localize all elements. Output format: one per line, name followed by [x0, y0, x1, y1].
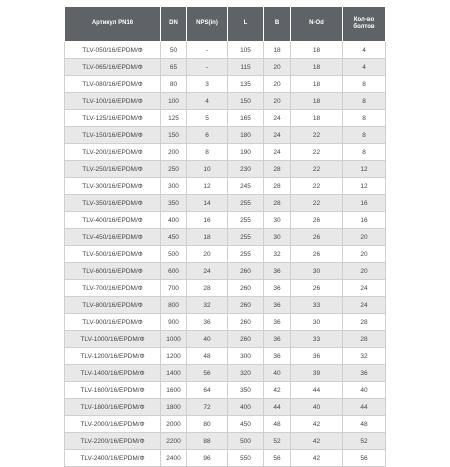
l-cell: 260	[228, 314, 264, 331]
b-cell: 30	[264, 212, 291, 229]
table-row	[65, 348, 386, 365]
b-cell: 24	[264, 110, 291, 127]
header-b: B	[264, 7, 291, 42]
nps-cell: 24	[187, 263, 228, 280]
article-cell: TLV-1200/16/EPDM/Ф	[65, 348, 161, 365]
article-cell: TLV-300/16/EPDM/Ф	[65, 178, 161, 195]
nps-cell: 3	[187, 76, 228, 93]
n-od-cell: 22	[291, 127, 343, 144]
b-cell: 28	[264, 195, 291, 212]
nps-cell: 8	[187, 144, 228, 161]
n-od-cell: 26	[291, 280, 343, 297]
article-cell: TLV-1400/16/EPDM/Ф	[65, 365, 161, 382]
dn-cell: 1800	[161, 399, 187, 416]
table-row	[65, 93, 386, 110]
nps-cell: 96	[187, 450, 228, 467]
b-cell: 42	[264, 382, 291, 399]
n-od-cell: 22	[291, 161, 343, 178]
bolt-count-cell: 24	[343, 297, 386, 314]
bolt-count-cell: 20	[343, 263, 386, 280]
b-cell: 20	[264, 93, 291, 110]
bolt-count-cell: 32	[343, 348, 386, 365]
b-cell: 36	[264, 314, 291, 331]
n-od-cell: 18	[291, 59, 343, 76]
article-cell: TLV-600/16/EPDM/Ф	[65, 263, 161, 280]
l-cell: 400	[228, 399, 264, 416]
dn-cell: 700	[161, 280, 187, 297]
b-cell: 36	[264, 263, 291, 280]
dn-cell: 2400	[161, 450, 187, 467]
bolt-count-cell: 16	[343, 195, 386, 212]
header-row	[65, 7, 386, 42]
l-cell: 105	[228, 42, 264, 59]
n-od-cell: 44	[291, 382, 343, 399]
l-cell: 255	[228, 229, 264, 246]
bolt-count-cell: 8	[343, 110, 386, 127]
table-row	[65, 127, 386, 144]
dn-cell: 100	[161, 93, 187, 110]
nps-cell: 72	[187, 399, 228, 416]
table-row	[65, 433, 386, 450]
l-cell: 450	[228, 416, 264, 433]
bolt-count-cell: 4	[343, 42, 386, 59]
b-cell: 20	[264, 59, 291, 76]
header-n-od: N-Od	[291, 7, 343, 42]
article-cell: TLV-200/16/EPDM/Ф	[65, 144, 161, 161]
bolt-count-cell: 16	[343, 212, 386, 229]
header-l: L	[228, 7, 264, 42]
article-cell: TLV-500/16/EPDM/Ф	[65, 246, 161, 263]
table-row	[65, 76, 386, 93]
article-cell: TLV-900/16/EPDM/Ф	[65, 314, 161, 331]
nps-cell: 10	[187, 161, 228, 178]
dn-cell: 600	[161, 263, 187, 280]
l-cell: 165	[228, 110, 264, 127]
table-row	[65, 229, 386, 246]
n-od-cell: 18	[291, 110, 343, 127]
table-row	[65, 42, 386, 59]
b-cell: 36	[264, 331, 291, 348]
table-row	[65, 110, 386, 127]
dn-cell: 80	[161, 76, 187, 93]
table-header	[65, 7, 386, 42]
nps-cell: 64	[187, 382, 228, 399]
b-cell: 36	[264, 297, 291, 314]
article-cell: TLV-065/16/EPDM/Ф	[65, 59, 161, 76]
bolt-count-cell: 20	[343, 246, 386, 263]
article-cell: TLV-050/16/EPDM/Ф	[65, 42, 161, 59]
article-cell: TLV-150/16/EPDM/Ф	[65, 127, 161, 144]
bolt-count-cell: 24	[343, 280, 386, 297]
dn-cell: 1200	[161, 348, 187, 365]
dn-cell: 800	[161, 297, 187, 314]
bolt-count-cell: 8	[343, 127, 386, 144]
article-cell: TLV-2200/16/EPDM/Ф	[65, 433, 161, 450]
n-od-cell: 30	[291, 263, 343, 280]
b-cell: 56	[264, 450, 291, 467]
bolt-count-cell: 28	[343, 314, 386, 331]
n-od-cell: 22	[291, 178, 343, 195]
n-od-cell: 42	[291, 450, 343, 467]
bolt-count-cell: 28	[343, 331, 386, 348]
nps-cell: 16	[187, 212, 228, 229]
article-cell: TLV-125/16/EPDM/Ф	[65, 110, 161, 127]
nps-cell: 14	[187, 195, 228, 212]
article-cell: TLV-1800/16/EPDM/Ф	[65, 399, 161, 416]
l-cell: 255	[228, 212, 264, 229]
table-row	[65, 246, 386, 263]
dn-cell: 2000	[161, 416, 187, 433]
b-cell: 48	[264, 416, 291, 433]
table-row	[65, 314, 386, 331]
table-row	[65, 382, 386, 399]
l-cell: 180	[228, 127, 264, 144]
b-cell: 24	[264, 127, 291, 144]
l-cell: 135	[228, 76, 264, 93]
article-cell: TLV-1000/16/EPDM/Ф	[65, 331, 161, 348]
table-row	[65, 280, 386, 297]
bolt-count-cell: 8	[343, 76, 386, 93]
dn-cell: 250	[161, 161, 187, 178]
bolt-count-cell: 12	[343, 161, 386, 178]
header-article: Артикул PN16	[65, 7, 161, 42]
l-cell: 190	[228, 144, 264, 161]
n-od-cell: 30	[291, 314, 343, 331]
header-dn: DN	[161, 7, 187, 42]
b-cell: 18	[264, 42, 291, 59]
article-cell: TLV-450/16/EPDM/Ф	[65, 229, 161, 246]
table-row	[65, 161, 386, 178]
table-row	[65, 59, 386, 76]
bolt-count-cell: 8	[343, 93, 386, 110]
article-cell: TLV-700/16/EPDM/Ф	[65, 280, 161, 297]
article-cell: TLV-400/16/EPDM/Ф	[65, 212, 161, 229]
l-cell: 255	[228, 195, 264, 212]
n-od-cell: 40	[291, 399, 343, 416]
l-cell: 260	[228, 263, 264, 280]
l-cell: 350	[228, 382, 264, 399]
dn-cell: 65	[161, 59, 187, 76]
dn-cell: 2200	[161, 433, 187, 450]
article-cell: TLV-350/16/EPDM/Ф	[65, 195, 161, 212]
nps-cell: 32	[187, 297, 228, 314]
dn-cell: 900	[161, 314, 187, 331]
nps-cell: 36	[187, 314, 228, 331]
bolt-count-cell: 36	[343, 365, 386, 382]
nps-cell: 12	[187, 178, 228, 195]
dn-cell: 500	[161, 246, 187, 263]
dn-cell: 300	[161, 178, 187, 195]
n-od-cell: 26	[291, 229, 343, 246]
table-row	[65, 144, 386, 161]
table-row	[65, 263, 386, 280]
b-cell: 40	[264, 365, 291, 382]
dn-cell: 150	[161, 127, 187, 144]
table-row	[65, 178, 386, 195]
article-cell: TLV-1600/16/EPDM/Ф	[65, 382, 161, 399]
header-nps: NPS(in)	[187, 7, 228, 42]
article-cell: TLV-080/16/EPDM/Ф	[65, 76, 161, 93]
n-od-cell: 18	[291, 93, 343, 110]
dn-cell: 200	[161, 144, 187, 161]
dn-cell: 400	[161, 212, 187, 229]
table-row	[65, 331, 386, 348]
table-row	[65, 212, 386, 229]
article-cell: TLV-2000/16/EPDM/Ф	[65, 416, 161, 433]
n-od-cell: 42	[291, 433, 343, 450]
dn-cell: 450	[161, 229, 187, 246]
table-row	[65, 195, 386, 212]
l-cell: 115	[228, 59, 264, 76]
bolt-count-cell: 40	[343, 382, 386, 399]
bolt-count-cell: 56	[343, 450, 386, 467]
l-cell: 260	[228, 280, 264, 297]
bolt-count-cell: 20	[343, 229, 386, 246]
dn-cell: 50	[161, 42, 187, 59]
n-od-cell: 36	[291, 348, 343, 365]
n-od-cell: 26	[291, 212, 343, 229]
dn-cell: 1400	[161, 365, 187, 382]
table-row	[65, 399, 386, 416]
n-od-cell: 39	[291, 365, 343, 382]
article-cell: TLV-800/16/EPDM/Ф	[65, 297, 161, 314]
bolt-count-cell: 4	[343, 59, 386, 76]
article-cell: TLV-100/16/EPDM/Ф	[65, 93, 161, 110]
b-cell: 20	[264, 76, 291, 93]
bolt-count-cell: 8	[343, 144, 386, 161]
nps-cell: 48	[187, 348, 228, 365]
table-row	[65, 297, 386, 314]
l-cell: 260	[228, 297, 264, 314]
nps-cell: 6	[187, 127, 228, 144]
b-cell: 36	[264, 280, 291, 297]
l-cell: 500	[228, 433, 264, 450]
b-cell: 30	[264, 229, 291, 246]
nps-cell: 40	[187, 331, 228, 348]
dn-cell: 1600	[161, 382, 187, 399]
dn-cell: 350	[161, 195, 187, 212]
n-od-cell: 42	[291, 416, 343, 433]
nps-cell: 56	[187, 365, 228, 382]
dn-cell: 125	[161, 110, 187, 127]
article-cell: TLV-250/16/EPDM/Ф	[65, 161, 161, 178]
b-cell: 36	[264, 348, 291, 365]
b-cell: 32	[264, 246, 291, 263]
l-cell: 150	[228, 93, 264, 110]
table-body	[65, 42, 386, 467]
l-cell: 300	[228, 348, 264, 365]
n-od-cell: 33	[291, 297, 343, 314]
table-row	[65, 365, 386, 382]
nps-cell: 18	[187, 229, 228, 246]
b-cell: 28	[264, 161, 291, 178]
nps-cell: 4	[187, 93, 228, 110]
n-od-cell: 18	[291, 76, 343, 93]
nps-cell: 80	[187, 416, 228, 433]
article-cell: TLV-2400/16/EPDM/Ф	[65, 450, 161, 467]
table-row	[65, 450, 386, 467]
n-od-cell: 33	[291, 331, 343, 348]
l-cell: 230	[228, 161, 264, 178]
n-od-cell: 22	[291, 195, 343, 212]
n-od-cell: 18	[291, 42, 343, 59]
nps-cell: 20	[187, 246, 228, 263]
n-od-cell: 22	[291, 144, 343, 161]
table-row	[65, 416, 386, 433]
b-cell: 52	[264, 433, 291, 450]
nps-cell: -	[187, 59, 228, 76]
bolt-count-cell: 44	[343, 399, 386, 416]
l-cell: 550	[228, 450, 264, 467]
l-cell: 255	[228, 246, 264, 263]
b-cell: 28	[264, 178, 291, 195]
bolt-count-cell: 52	[343, 433, 386, 450]
n-od-cell: 26	[291, 246, 343, 263]
dn-cell: 1000	[161, 331, 187, 348]
b-cell: 44	[264, 399, 291, 416]
l-cell: 320	[228, 365, 264, 382]
header-bolt-count: Кол-во болтов	[343, 7, 386, 42]
nps-cell: -	[187, 42, 228, 59]
b-cell: 24	[264, 144, 291, 161]
l-cell: 260	[228, 331, 264, 348]
nps-cell: 5	[187, 110, 228, 127]
l-cell: 245	[228, 178, 264, 195]
spec-table	[64, 6, 386, 467]
nps-cell: 28	[187, 280, 228, 297]
bolt-count-cell: 48	[343, 416, 386, 433]
nps-cell: 88	[187, 433, 228, 450]
bolt-count-cell: 12	[343, 178, 386, 195]
